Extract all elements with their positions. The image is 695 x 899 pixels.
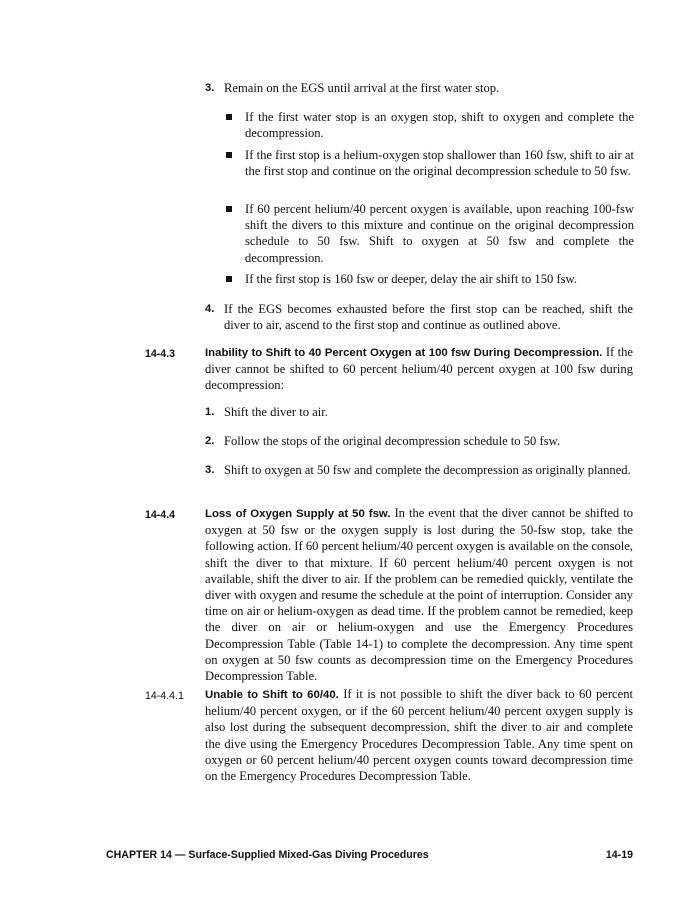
section-number: 14-4.4	[145, 509, 176, 521]
step-text: Shift to oxygen at 50 fsw and complete the decompression as originally planned.	[224, 463, 631, 477]
section-body: If it is not possible to shift the diver back to 60 percent helium/40 percent oxygen, or if the 60 percent helium/40 percent oxygen supply is also lost during the subsequent decompression, shift the diver to air and complete the dive using the Emergency Procedures Decompression Table. Any time spent on oxygen or 60 percent helium/40 percent oxygen counts toward decompression time on the Emergency Procedures Decompression Table.	[205, 687, 634, 784]
step-text: If the EGS becomes exhausted before the first stop can be reached, shift the diver to air, ascend to the first stop and continue as outlined above.	[224, 302, 633, 333]
bullet-item	[226, 201, 634, 266]
step-item	[205, 80, 633, 96]
section-body: If the diver cannot be shifted to 60 percent helium/40 percent oxygen at 100 fsw during decompression:	[205, 345, 634, 393]
step-number: 3.	[205, 82, 215, 94]
bullet-text: If the first stop is a helium-oxygen stop shallower than 160 fsw, shift to air at the first stop and continue on the original decompression schedule to 50 fsw.	[245, 148, 634, 179]
square-bullet-icon	[226, 206, 232, 212]
bullet-text: If 60 percent helium/40 percent oxygen is available, upon reaching 100-fsw shift the divers to this mixture and continue on the original decompression schedule to 50 fsw. Shift to oxygen at 50 fsw and complete the decompression.	[245, 202, 634, 265]
footer-chapter-title: CHAPTER 14 — Surface-Supplied Mixed-Gas Diving Procedures	[106, 849, 429, 861]
step-text: Follow the stops of the original decompression schedule to 50 fsw.	[224, 434, 561, 448]
step-number: 2.	[205, 435, 215, 447]
square-bullet-icon	[226, 152, 232, 158]
step-text: Shift the diver to air.	[224, 405, 328, 419]
step-number: 1.	[205, 406, 215, 418]
bullet-item	[226, 147, 634, 179]
section-heading: Loss of Oxygen Supply at 50 fsw.	[205, 508, 391, 520]
step-item	[205, 433, 633, 449]
bullet-text: If the first stop is 160 fsw or deeper, delay the air shift to 150 fsw.	[245, 272, 577, 286]
square-bullet-icon	[226, 114, 232, 120]
step-number: 4.	[205, 303, 215, 315]
section-heading: Unable to Shift to 60/40.	[205, 689, 339, 701]
section-number: 14-4.3	[145, 348, 176, 360]
bullet-item	[226, 271, 634, 287]
footer-page-number: 14-19	[605, 849, 633, 861]
section-heading: Inability to Shift to 40 Percent Oxygen at 100 fsw During Decompression.	[205, 347, 603, 359]
step-text: Remain on the EGS until arrival at the first water stop.	[224, 81, 500, 95]
square-bullet-icon	[226, 276, 232, 282]
section-paragraph	[205, 686, 633, 784]
step-number: 3.	[205, 464, 215, 476]
step-item	[205, 404, 633, 420]
section-body: In the event that the diver cannot be shifted to oxygen at 50 fsw or the oxygen supply is lost during the 50-fsw stop, take the following action. If 60 percent helium/40 percent oxygen is available on the console, shift the diver to that mixture. If 60 percent helium/40 percent oxygen is not available, shift the diver to air. If the problem can be remedied quickly, ventilate the diver with oxygen and resume the schedule at the point of interruption. Consider any time on air or helium-oxygen as dead time. If the problem cannot be remedied, keep the diver on air or helium-oxygen and use the Emergency Procedures Decompression Table (Table 14-1) to complete the decompression. Any time spent on oxygen at 50 fsw counts as decompression time on the Emergency Procedures Decompression Table.	[205, 506, 633, 684]
step-item	[205, 462, 633, 478]
section-paragraph	[205, 344, 633, 394]
bullet-text: If the first water stop is an oxygen stop, shift to oxygen and complete the decompression.	[245, 110, 634, 141]
bullet-item	[226, 109, 634, 141]
step-item	[205, 301, 633, 333]
section-paragraph	[205, 505, 633, 684]
section-number: 14-4.4.1	[145, 690, 184, 702]
